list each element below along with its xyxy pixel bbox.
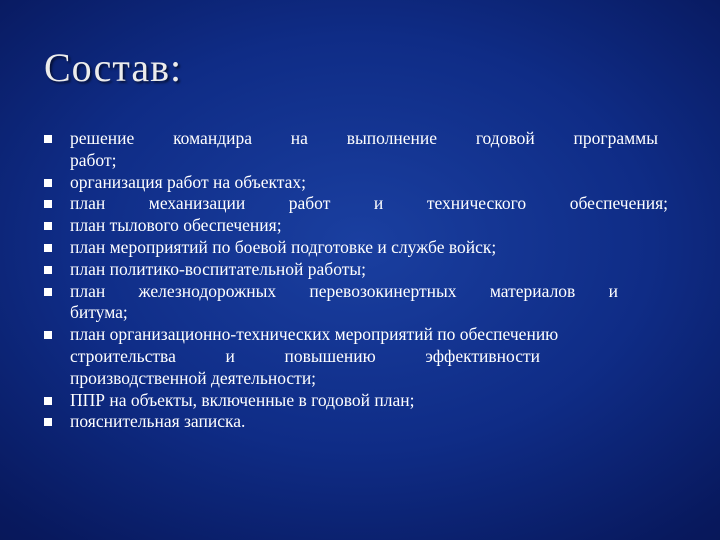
list-item	[40, 281, 668, 325]
square-bullet-icon	[44, 179, 52, 187]
list-item-line: производственной деятельности;	[70, 367, 317, 388]
list-item	[40, 390, 668, 412]
list-item-line: план мероприятий по боевой подготовке и службе войск;	[70, 236, 497, 257]
list-item-line: план железнодорожных перевозокинертных материалов и	[70, 280, 618, 301]
list-item-line: план политико-воспитательной работы;	[70, 258, 366, 279]
list-item	[40, 324, 668, 389]
square-bullet-icon	[44, 266, 52, 274]
list-item-line: работ;	[70, 149, 117, 170]
square-bullet-icon	[44, 397, 52, 405]
list-item-line: строительства и повышению эффективности	[70, 345, 540, 366]
bullet-list	[40, 128, 668, 433]
square-bullet-icon	[44, 244, 52, 252]
list-item-line: организация работ на объектах;	[70, 171, 307, 192]
list-item	[40, 411, 668, 433]
list-item	[40, 259, 668, 281]
list-item-line: план организационно-технических мероприятий по обеспечению	[70, 324, 559, 345]
square-bullet-icon	[44, 331, 52, 339]
list-item	[40, 128, 668, 172]
list-item	[40, 172, 668, 194]
square-bullet-icon	[44, 418, 52, 426]
square-bullet-icon	[44, 135, 52, 143]
list-item	[40, 193, 668, 215]
list-item-line: план тылового обеспечения;	[70, 215, 282, 236]
list-item	[40, 237, 668, 259]
list-item-line: ППР на объекты, включенные в годовой план;	[70, 389, 415, 410]
list-item-line: план механизации работ и технического обеспечения;	[70, 193, 668, 214]
slide-title: Состав:	[44, 45, 183, 90]
square-bullet-icon	[44, 288, 52, 296]
square-bullet-icon	[44, 200, 52, 208]
list-item	[40, 215, 668, 237]
list-item-line: пояснительная записка.	[70, 411, 246, 432]
list-item-line: решение командира на выполнение годовой программы	[70, 128, 658, 148]
square-bullet-icon	[44, 222, 52, 230]
list-item-line: битума;	[70, 302, 128, 323]
